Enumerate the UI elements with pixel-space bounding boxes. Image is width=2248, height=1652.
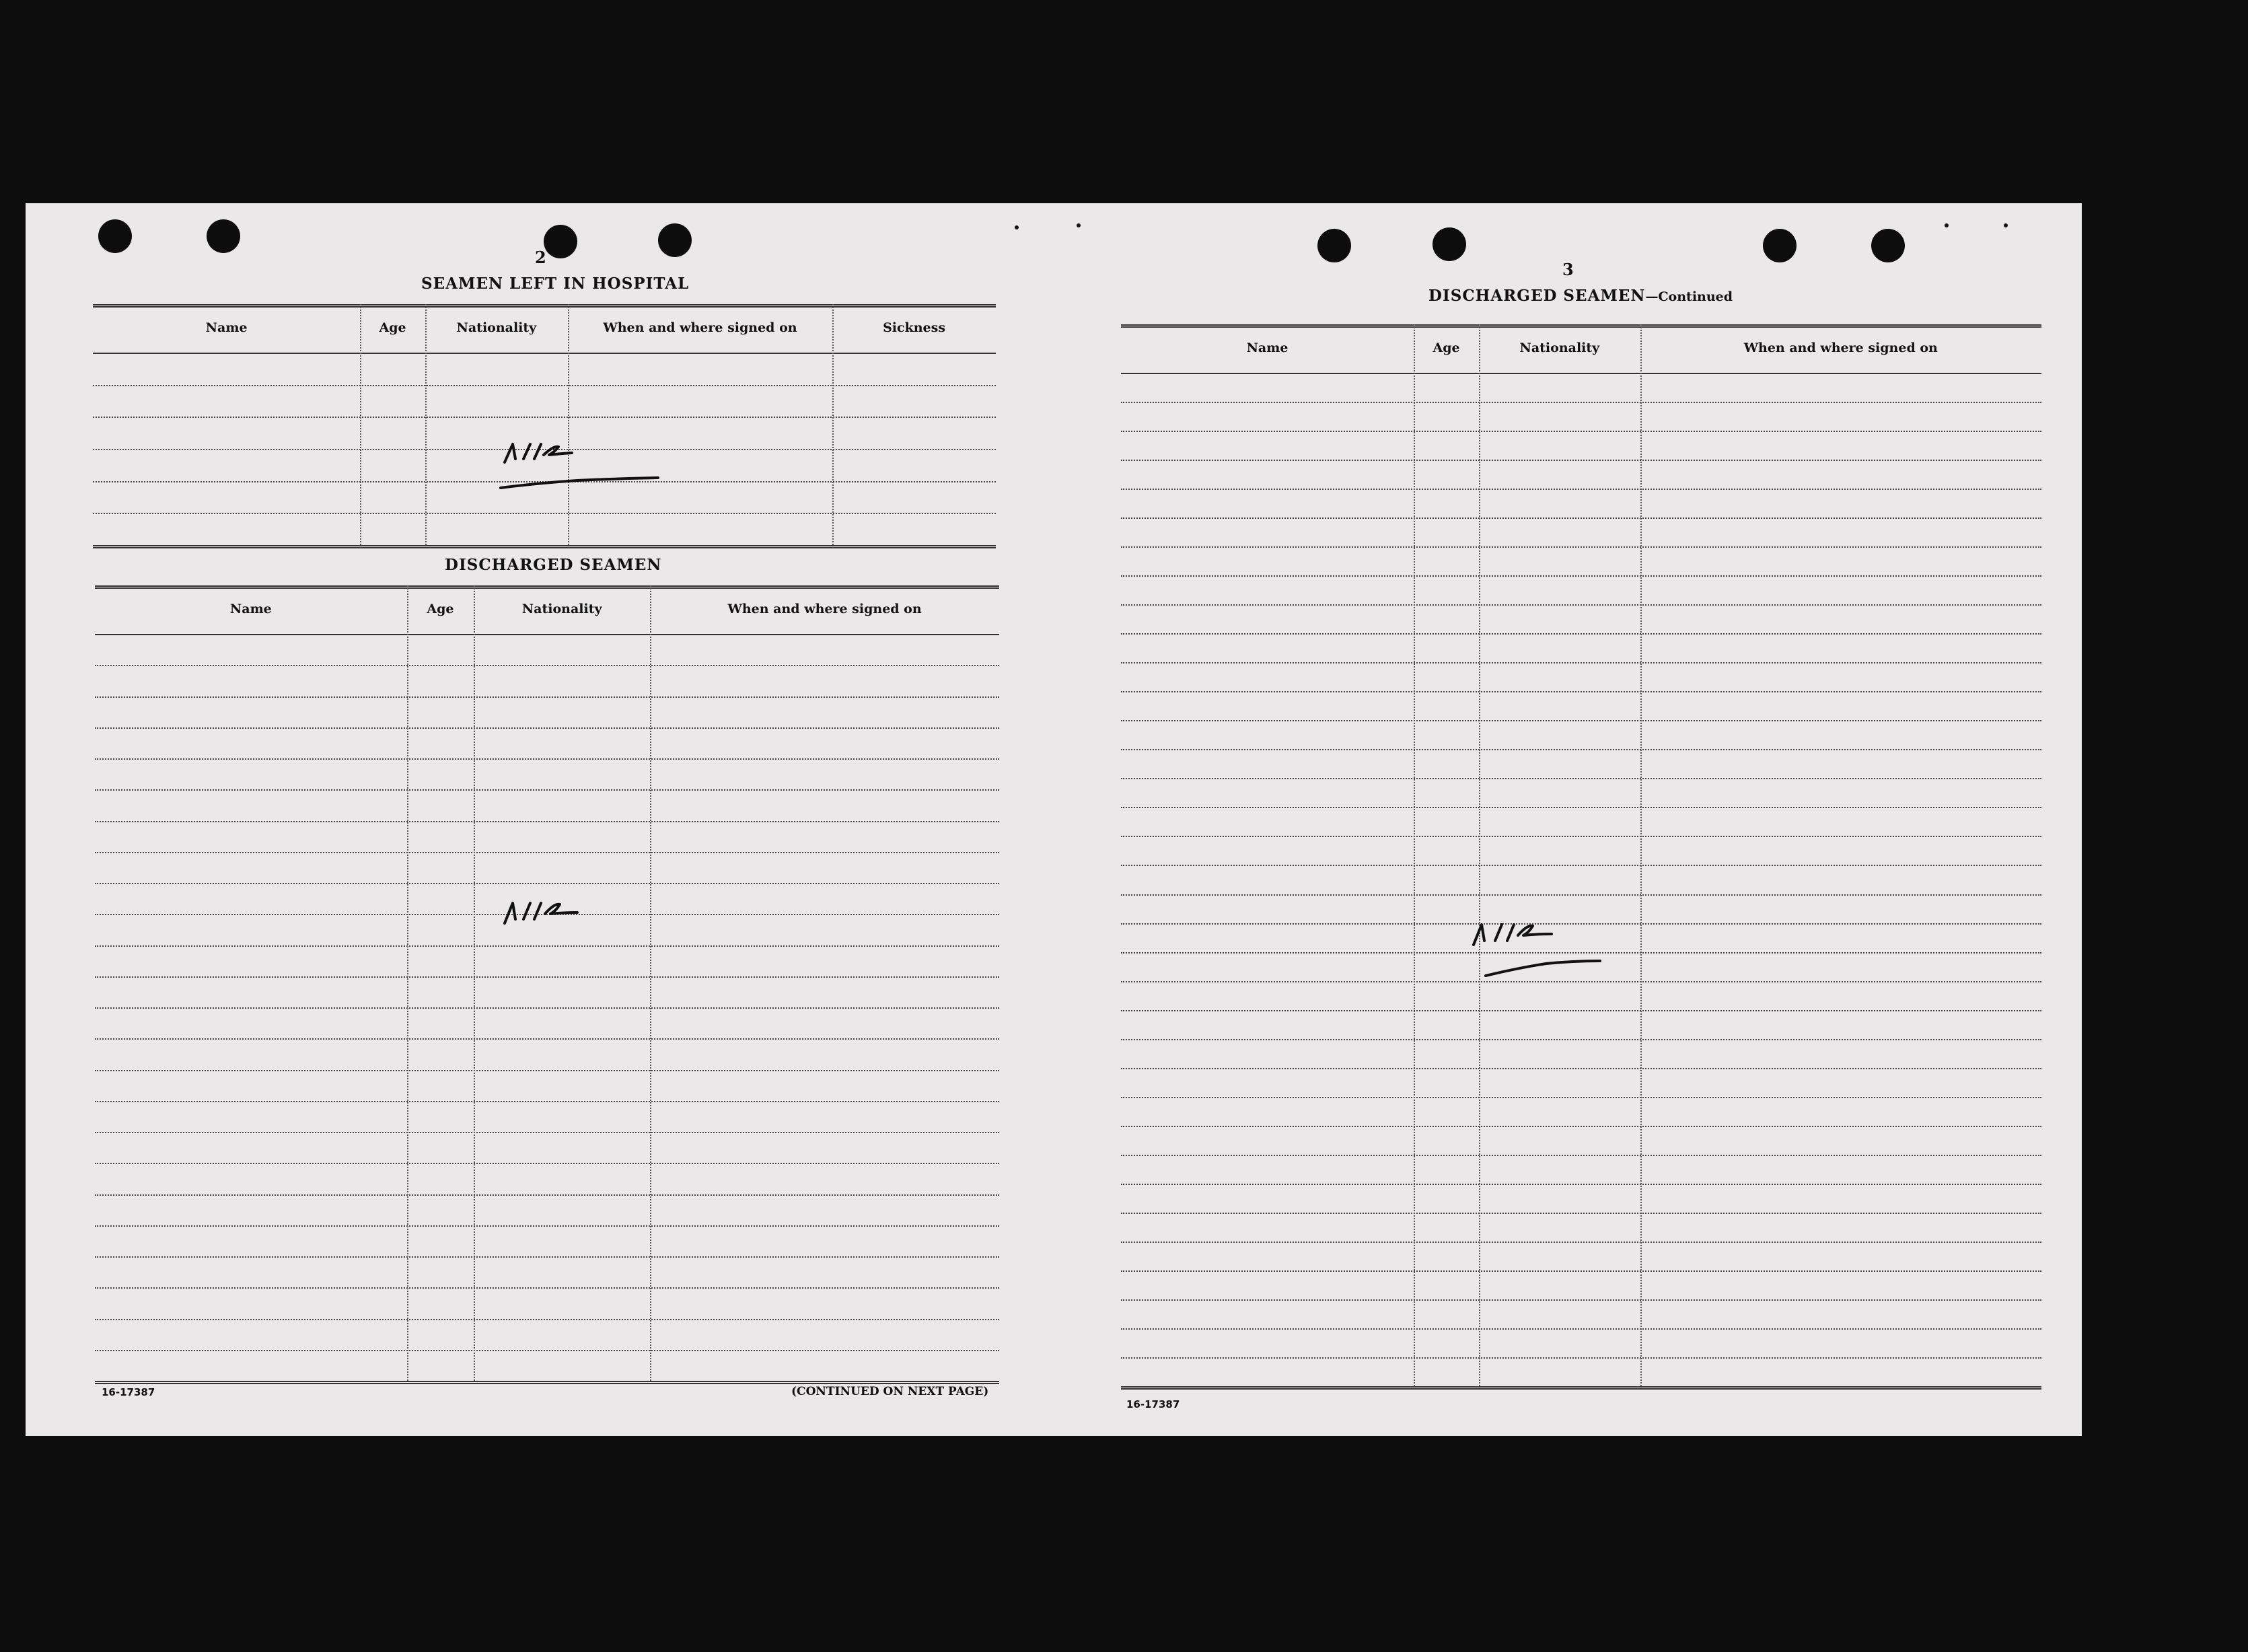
table-row <box>1121 489 2041 490</box>
table-row <box>1121 1242 2041 1243</box>
table-row <box>95 1225 999 1227</box>
section-title-hospital: SEAMEN LEFT IN HOSPITAL <box>421 275 690 293</box>
column-header-name: Name <box>205 320 248 335</box>
column-header-age: Age <box>427 602 454 616</box>
table-row <box>93 513 996 514</box>
table-row <box>95 1070 999 1071</box>
column-header-nationality: Nationality <box>521 602 602 616</box>
table-row <box>1121 749 2041 750</box>
handwritten-nil-right <box>1465 907 1654 988</box>
column-divider <box>425 304 427 545</box>
column-divider <box>832 304 834 545</box>
column-header-when-and-where-signed-on: When and where signed on <box>727 602 922 616</box>
table-row <box>1121 1097 2041 1098</box>
punch-hole <box>1763 229 1797 262</box>
table-row <box>95 1381 999 1384</box>
table-header-rule <box>95 634 999 635</box>
column-header-age: Age <box>379 320 406 335</box>
section-title-main: DISCHARGED SEAMEN <box>1428 287 1646 305</box>
column-header-sickness: Sickness <box>883 320 946 335</box>
form-number-left: 16-17387 <box>102 1386 155 1398</box>
table-row <box>1121 1039 2041 1040</box>
table-row <box>95 821 999 822</box>
table-row <box>95 1101 999 1102</box>
table-row <box>1121 402 2041 403</box>
punch-hole <box>207 219 240 253</box>
handwritten-nil-discharged <box>497 888 672 935</box>
hospital-table <box>93 304 996 545</box>
punch-hole <box>544 225 577 258</box>
table-row <box>93 417 996 418</box>
punch-hole <box>658 223 692 257</box>
document-sheet <box>26 203 2082 1436</box>
column-header-nationality: Nationality <box>456 320 537 335</box>
table-row <box>1121 778 2041 779</box>
speck <box>1015 225 1019 229</box>
column-header-name: Name <box>229 602 272 616</box>
table-row <box>95 758 999 760</box>
table-row <box>95 665 999 666</box>
column-header-name: Name <box>1246 340 1289 355</box>
page-number-right: 3 <box>1562 260 1574 279</box>
table-row <box>1121 1328 2041 1330</box>
table-row <box>1121 1386 2041 1390</box>
column-divider <box>650 585 651 1381</box>
table-row <box>1121 546 2041 548</box>
table-row <box>95 696 999 698</box>
table-row <box>95 1350 999 1351</box>
column-header-age: Age <box>1433 340 1460 355</box>
punch-hole <box>1317 229 1351 262</box>
table-row <box>95 976 999 978</box>
column-header-when-and-where-signed-on: When and where signed on <box>1743 340 1938 355</box>
table-row <box>1121 460 2041 461</box>
table-row <box>1121 836 2041 837</box>
table-row <box>95 1194 999 1196</box>
punch-hole <box>1871 229 1905 262</box>
table-row <box>1121 1270 2041 1272</box>
table-row <box>1121 1299 2041 1301</box>
speck <box>2004 223 2008 227</box>
table-row <box>95 1007 999 1009</box>
table-row <box>1121 1155 2041 1156</box>
column-header-nationality: Nationality <box>1519 340 1600 355</box>
table-row <box>95 1287 999 1289</box>
column-divider <box>474 585 475 1381</box>
table-row <box>1121 1068 2041 1069</box>
table-row <box>95 727 999 729</box>
page-number-left: 2 <box>535 248 546 267</box>
table-row <box>1121 807 2041 808</box>
table-top-rule <box>95 585 999 589</box>
table-row <box>1121 691 2041 692</box>
table-header-rule <box>1121 373 2041 374</box>
punch-hole <box>1433 227 1466 261</box>
table-top-rule <box>1121 324 2041 328</box>
table-row <box>1121 1213 2041 1214</box>
form-number-right: 16-17387 <box>1126 1398 1180 1410</box>
table-row <box>1121 720 2041 721</box>
speck <box>1945 223 1949 227</box>
table-row <box>1121 1126 2041 1127</box>
table-row <box>1121 1184 2041 1185</box>
column-divider <box>1640 324 1642 1386</box>
table-top-rule <box>93 304 996 308</box>
table-row <box>95 945 999 947</box>
table-row <box>1121 894 2041 896</box>
discharged-table <box>95 585 999 1381</box>
table-row <box>93 385 996 386</box>
table-row <box>95 1163 999 1164</box>
table-row <box>1121 431 2041 432</box>
table-row <box>1121 604 2041 606</box>
table-row <box>1121 1010 2041 1011</box>
table-row <box>95 1256 999 1258</box>
section-title-discharged-continued <box>1428 287 1733 305</box>
section-title-suffix: —Continued <box>1645 289 1733 304</box>
table-row <box>95 883 999 884</box>
column-divider <box>360 304 361 545</box>
table-row <box>95 789 999 791</box>
column-divider <box>1414 324 1415 1386</box>
table-row <box>95 1319 999 1320</box>
continued-note: (CONTINUED ON NEXT PAGE) <box>791 1385 989 1398</box>
column-divider <box>568 304 569 545</box>
table-row <box>93 545 996 548</box>
table-row <box>95 1038 999 1040</box>
table-header-rule <box>93 353 996 354</box>
column-header-when-and-where-signed-on: When and where signed on <box>603 320 797 335</box>
table-row <box>95 852 999 853</box>
discharged-continued-table <box>1121 324 2041 1386</box>
table-row <box>1121 865 2041 866</box>
handwritten-nil-hospital <box>497 432 698 499</box>
speck <box>1077 223 1081 227</box>
table-row <box>1121 575 2041 577</box>
table-row <box>1121 517 2041 519</box>
column-divider <box>1479 324 1480 1386</box>
table-row <box>95 1132 999 1133</box>
table-row <box>1121 1357 2041 1359</box>
table-row <box>1121 662 2041 663</box>
punch-hole <box>98 219 132 253</box>
table-row <box>1121 633 2041 635</box>
section-title-discharged: DISCHARGED SEAMEN <box>445 556 662 574</box>
column-divider <box>407 585 408 1381</box>
